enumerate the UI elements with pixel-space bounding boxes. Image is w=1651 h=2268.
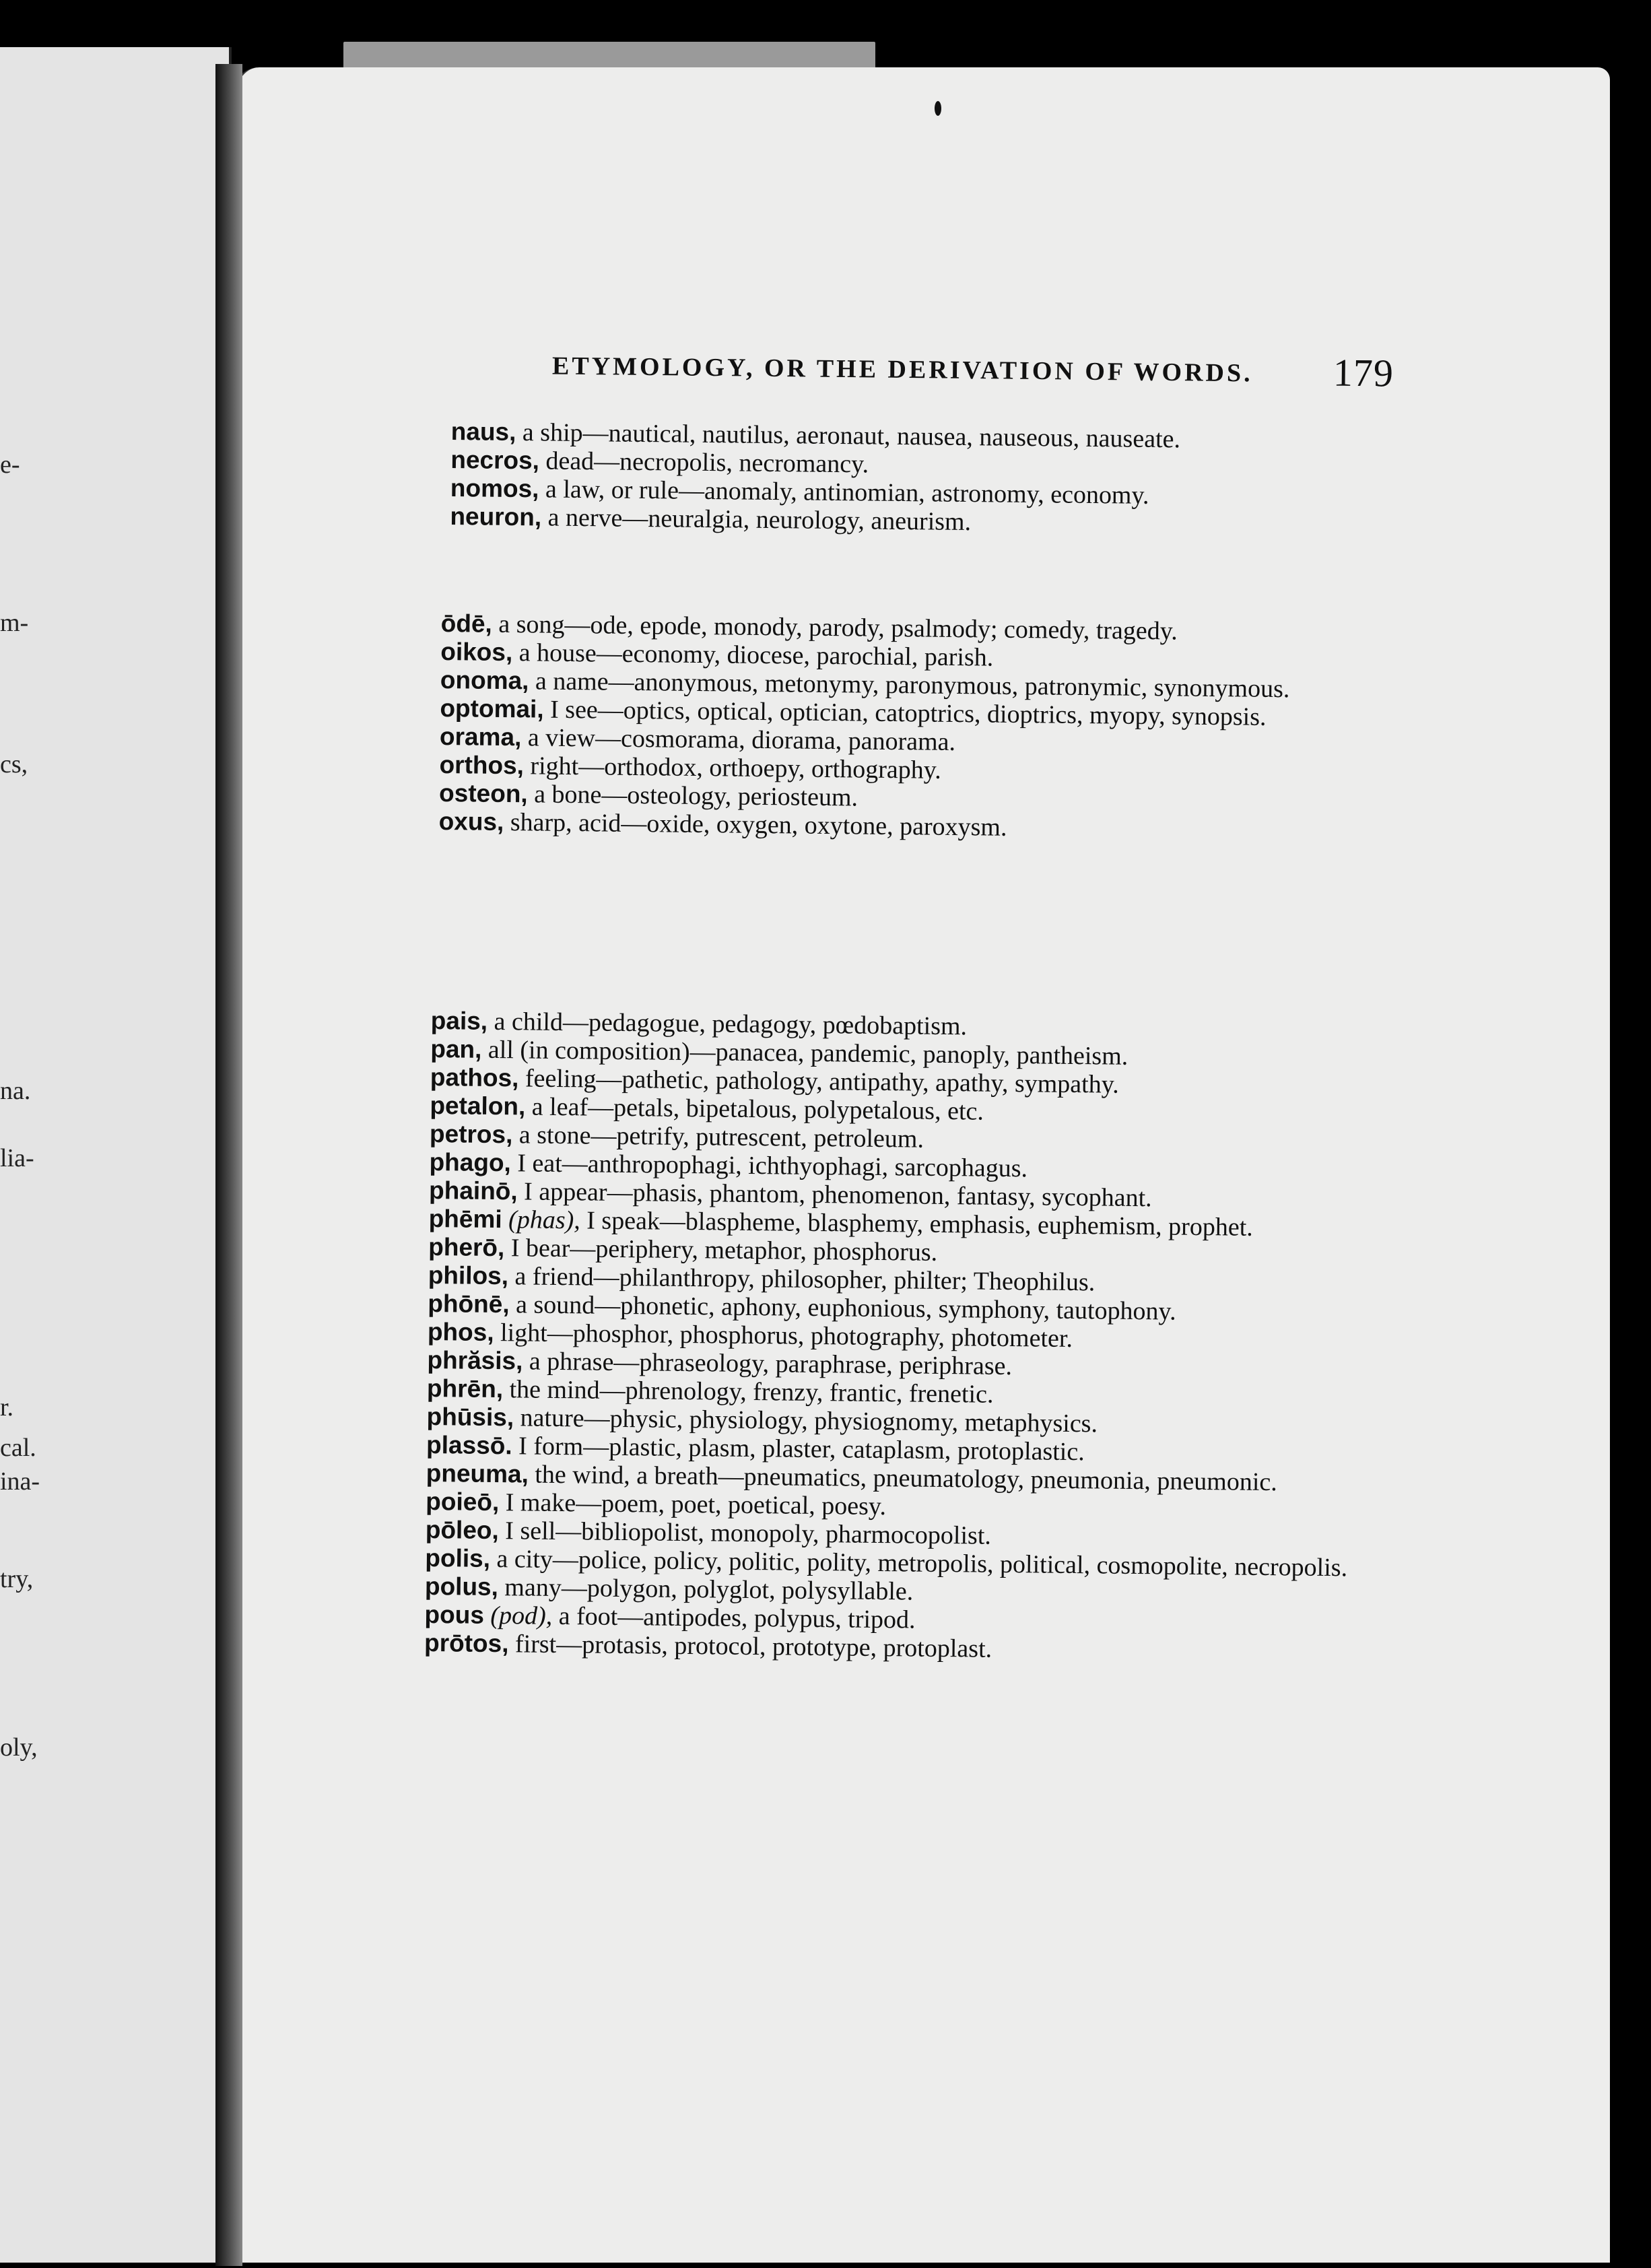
entry-word: phūsis, (426, 1402, 514, 1432)
entry-definition: sharp, acid—oxide, oxygen, oxytone, paroxysm. (510, 808, 1007, 842)
entry-definition: the wind, a breath—pneumatics, pneumatology, pneumonia, pneumonic. (535, 1460, 1277, 1497)
entry-definition: a foot—antipodes, polypus, tripod. (558, 1602, 916, 1634)
ink-speck (935, 101, 941, 116)
left-page-edge (0, 47, 232, 2263)
gutter-shadow (215, 64, 242, 2266)
entry-group-p (424, 1007, 1401, 1667)
entry-group-o (438, 609, 1410, 846)
entry-word: pous (424, 1600, 485, 1629)
entry-word: ōdē, (440, 609, 493, 638)
entry-definition: dead—necropolis, necromancy. (545, 446, 869, 479)
entry-definition: a bone—osteology, periosteum. (533, 780, 858, 812)
entry-definition: a ship—nautical, nautilus, aeronaut, nausea, nauseous, nauseate. (522, 418, 1181, 454)
entry-word: pathos, (430, 1063, 519, 1092)
entry-word: plassō. (426, 1430, 512, 1460)
left-page-fragment: cs, (0, 750, 28, 778)
entry-word: phēmi (428, 1204, 502, 1234)
entry-definition: right—orthodox, orthoepy, orthography. (530, 752, 942, 785)
entry-definition: the mind—phrenology, frenzy, frantic, frenetic. (509, 1375, 994, 1409)
entry-word: osteon, (438, 778, 528, 808)
entry-definition: I appear—phasis, phantom, phenomenon, fantasy, sycophant. (523, 1177, 1152, 1213)
left-page-fragment: ina- (0, 1467, 40, 1496)
entry-definition: nature—physic, physiology, physiognomy, metaphysics. (520, 1403, 1098, 1438)
entry-definition: I form—plastic, plasm, plaster, cataplasm, protoplastic. (518, 1432, 1085, 1467)
entry-word: phainō, (428, 1176, 518, 1205)
entry-definition: all (in composition)—panacea, pandemic, panoply, pantheism. (487, 1035, 1128, 1071)
entry-definition: a city—police, policy, politic, polity, metropolis, political, cosmopolite, necropolis. (496, 1545, 1348, 1582)
entry-definition: a name—anonymous, metonymy, paronymous, patronymic, synonymous. (535, 667, 1290, 704)
entry-word: phrăsis, (427, 1345, 523, 1375)
entry-word: onoma, (440, 665, 529, 695)
entry-word: phōnē, (428, 1289, 510, 1319)
entry-word: orthos, (439, 750, 525, 780)
left-page-fragment: try, (0, 1565, 34, 1593)
entry-definition: a leaf—petals, bipetalous, polypetalous, etc. (531, 1092, 984, 1126)
entry-word: pan, (430, 1034, 482, 1063)
entry-word: oxus, (438, 807, 504, 836)
entry-definition: many—polygon, polyglot, polysyllable. (504, 1573, 914, 1606)
entry-definition: a child—pedagogue, pedagogy, pœdobaptism. (494, 1007, 968, 1041)
entry-word: petros, (429, 1119, 513, 1149)
entry-root: (phas), (508, 1205, 580, 1235)
left-page-fragment: r. (0, 1393, 14, 1422)
entry-definition: a stone—petrify, putrescent, petroleum. (518, 1121, 924, 1154)
entry-word: philos, (428, 1261, 509, 1290)
entry-definition: a phrase—phraseology, paraphrase, periphrase. (529, 1347, 1013, 1381)
entry-definition: I bear—periphery, metaphor, phosphorus. (510, 1234, 938, 1267)
entry-word: prōtos, (424, 1628, 509, 1658)
left-page-fragment: cal. (0, 1434, 36, 1462)
left-page-fragment: m- (0, 609, 29, 637)
entry-definition: a view—cosmorama, diorama, panorama. (527, 723, 956, 757)
entry-word: phrēn, (426, 1374, 504, 1403)
entry-root: (pod), (490, 1601, 553, 1630)
left-page-fragment: e- (0, 451, 20, 479)
entry-definition: I see—optics, optical, optician, catoptrics, dioptrics, myopy, synopsis. (549, 695, 1267, 731)
entry-word: orama, (439, 722, 522, 752)
entry-word: pōleo, (425, 1515, 500, 1545)
left-page-fragment: na. (0, 1077, 31, 1105)
entry-word: nomos, (450, 473, 539, 503)
entry-word: pais, (430, 1007, 488, 1035)
entry-word: phos, (427, 1317, 494, 1347)
entry-definition: I sell—bibliopolist, monopoly, pharmocopolist. (505, 1516, 992, 1550)
entry-word: polus, (424, 1572, 499, 1601)
entry-word: pneuma, (426, 1459, 529, 1488)
entry-definition: feeling—pathetic, pathology, antipathy, apathy, sympathy. (525, 1064, 1119, 1099)
entry-definition: a law, or rule—anomaly, antinomian, astronomy, economy. (545, 475, 1149, 510)
entry-definition: a sound—phonetic, aphony, euphonious, symphony, tautophony. (515, 1290, 1176, 1326)
entry-word: optomai, (440, 694, 544, 723)
entry-definition: I speak—blaspheme, blasphemy, emphasis, euphemism, prophet. (586, 1206, 1253, 1242)
entry-word: poieō, (426, 1487, 500, 1516)
left-page-fragment: oly, (0, 1733, 38, 1762)
left-page-fragment: lia- (0, 1144, 34, 1172)
entry-word: oikos, (440, 637, 513, 667)
entry-word: petalon, (430, 1091, 526, 1121)
entry-word: pherō, (428, 1232, 505, 1262)
entry-word: necros, (450, 445, 540, 475)
entry-definition: a song—ode, epode, monody, parody, psalmody; comedy, tragedy. (498, 609, 1178, 646)
entry-definition: a friend—philanthropy, philosopher, philter; Theophilus. (514, 1262, 1096, 1297)
page-number: 179 (1333, 350, 1394, 395)
entry-word: phago, (429, 1147, 512, 1177)
entry-word: neuron, (450, 502, 542, 531)
entry-definition: a house—economy, diocese, parochial, parish. (518, 638, 994, 672)
entry-definition: light—phosphor, phosphorus, photography, photometer. (500, 1319, 1073, 1354)
entry-definition: I make—poem, poet, poetical, poesy. (505, 1488, 887, 1521)
entry-word: polis, (425, 1543, 491, 1572)
entry-group-n (450, 418, 1421, 541)
scan-border (1611, 67, 1651, 2268)
entry-definition: a nerve—neuralgia, neurology, aneurism. (547, 503, 972, 537)
entry-definition: first—protasis, protocol, prototype, protoplast. (514, 1630, 992, 1663)
entry-definition: I eat—anthropophagi, ichthyophagi, sarcophagus. (517, 1149, 1028, 1183)
entry-word: naus, (450, 418, 516, 446)
page-title: ETYMOLOGY, OR THE DERIVATION OF WORDS. (551, 352, 1253, 388)
